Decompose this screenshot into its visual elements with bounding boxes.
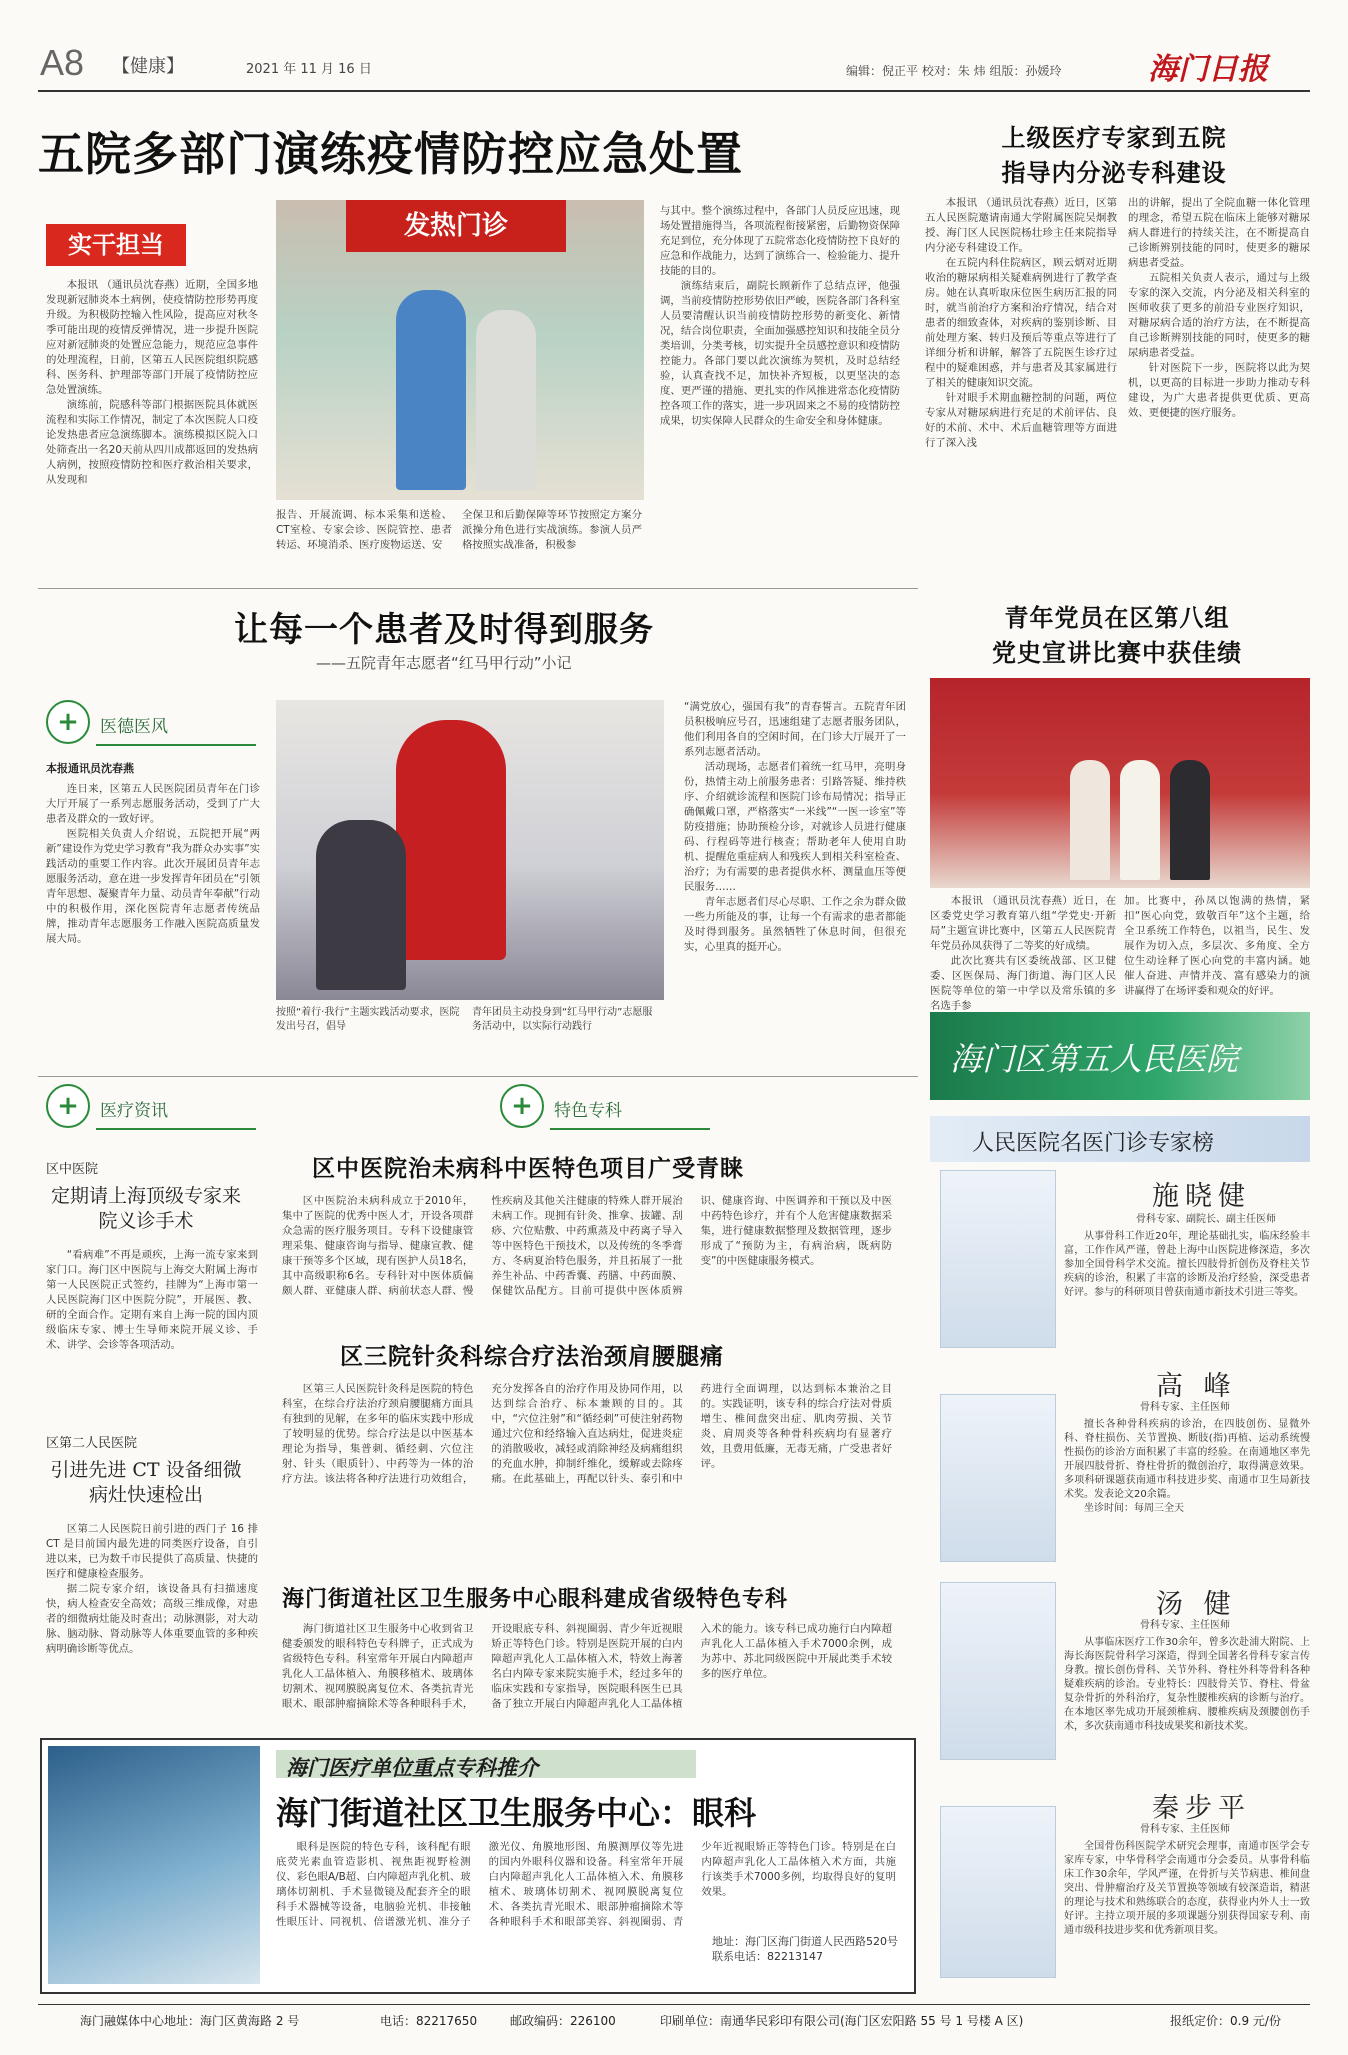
headline-volunteer: 让每一个患者及时得到服务: [234, 610, 654, 650]
masthead-logo: 海门日报: [1148, 52, 1268, 87]
news2-hospital: 区第二人民医院: [46, 1436, 138, 1451]
art1-col2a: 报告、开展流调、标本采集和送检、CT室检、专家会诊、医院管控、患者转运、环境消杀、医疗废物运送、安: [276, 509, 452, 551]
footer-address: 海门融媒体中心地址：海门区黄海路 2 号: [80, 2014, 300, 2028]
doctor-bio: 从事骨科工作近20年，理论基础扎实，临床经验丰富，工作作风严谨，曾赴上海中山医院进修深造，多次参加全国骨科学术交流。擅长四肢骨折创伤及脊柱关节疾病的诊治，积累了丰富的诊断及治疗经验，深受患者好评。参与的科研项目曾获南通市新技术引进三等奖。: [1064, 1231, 1310, 1298]
photo-volunteer: [276, 700, 664, 1000]
news1-body: “看病难”不再是顽疾，上海一流专家来到家门口。海门区中医院与上海交大附属上海市第一人民医院正式签约，挂牌为“上海市第一人民医院海门区中医院分院”，开展医、教、研的全面合作。定期有来自上海一院的国内顶级临床专家、博士生导师来院开展义诊、手术、讲学、会诊等各项活动。: [46, 1249, 258, 1351]
caption-volunteer-2: 青年团员主动投身到“红马甲行动”志愿服务活动中，以实际行动践行: [472, 1007, 653, 1032]
tag-featured: [500, 1084, 710, 1132]
feat2-title: 区三院针灸科综合疗法治颈肩腰腿痛: [340, 1343, 724, 1370]
caption-volunteer-1: 按照“着行·我行”主题实践活动要求，医院发出号召，倡导: [276, 1007, 460, 1032]
news2-title: 引进先进 CT 设备细微病灶快速检出: [50, 1459, 242, 1506]
doctor-photo: [940, 1170, 1056, 1348]
art1-col1: 本报讯 （通讯员沈春燕）近期，全国多地发现新冠肺炎本土病例，使疫情防控形势再度升级。为积极防控输入性风险，提高应对秋冬季可能出现的疫情反弹情况，进一步提升医院应对新冠肺炎的处置应急能力，规范应急事件的处理流程，日前，区第五人民医院组织院感科、医务科、护理部等部门开展了疫情防控应急处置演练。 演练前，院感科等部门根据医院具体就医流程和实际工作情况，制定了本次医院人口疫论发热患者应急演练脚本。演练模拟区院入口处筛查出一名20天前从四川成都返回的发热病人病例，按照疫情防控和医疗救治相关要求，从发现和: [46, 279, 258, 486]
footer-price: 报纸定价：0.9 元/份: [1170, 2014, 1281, 2028]
promo-box: [40, 1738, 916, 1994]
doctor-name: 施晓健: [1152, 1181, 1251, 1212]
art4-col2: 加。比赛中，孙凤以饱满的热情，紧扣“医心向党，致敬百年”这个主题，给全卫系统工作特色，以祖当，民生、发展作为切入点，多层次、多角度、全方位生动诠释了医心向党的丰富内涵。她催人奋进、声情并茂、富有感染力的演讲赢得了在场评委和观众的好评。: [1124, 895, 1310, 997]
headline-party-contest: 青年党员在区第八组 党史宣讲比赛中获佳绩: [992, 603, 1242, 667]
ad-banner-hospital: [930, 1012, 1310, 1100]
doctor-photo: [940, 1582, 1056, 1760]
tag-label: 特色专科: [554, 1101, 622, 1121]
doctor-photo: [940, 1806, 1056, 1978]
tag-medical-ethics: [46, 700, 256, 748]
footer-printer: 印刷单位：南通华民彩印有限公司(海门区宏阳路 55 号 1 号楼 A 区): [660, 2014, 1024, 2028]
doctor-bio: 擅长各种骨科疾病的诊治，在四肢创伤、显微外科、脊柱损伤、关节置换、断肢(指)再植、运动系统慢性损伤的诊治方面积累了丰富的经验。在南通地区率先开展四肢骨折、脊柱骨折的微创治疗，取得满意效果。多项科研课题获南通市科技进步奖、南通市卫生局新技术奖。发表论文20余篇。: [1064, 1419, 1310, 1500]
expert-card-1: [930, 1170, 1310, 1360]
promo-body: 眼科是医院的特色专科，该科配有眼底荧光素血管造影机、视焦距视野检测仪、彩色眼A/B超、白内障超声乳化机、玻璃体切割机、手术显微镜及配套齐全的眼科手术器械等设备，电脑验光机、非接触性眼压计、同视机、倍谱激光机、准分子激光仪、角膜地形图、角膜测厚仪等先进的国内外眼科仪器和设备。科室常年开展白内障超声乳化人工晶体植入术、角膜移植术、玻璃体切割术、视网膜脱离复位术、各类抗青光眼术、眼部肿瘤摘除术等各种眼科手术和眼部美容、斜视圈弱、青少年近视眼矫正等特色门诊。特别是在白内障超声乳化人工晶体植入术方面，共施行该类手术7000多例，均取得良好的复明效果。: [276, 1841, 896, 1928]
art1-col2b: 全保卫和后勤保障等环节按照定方案分派操分角色进行实战演练。参演人员严格按照实战准备，积极参: [462, 509, 642, 551]
photo-fever-clinic: [276, 200, 644, 500]
issue-date: 2021 年 11 月 16 日: [246, 62, 372, 77]
figure-red-vest: [396, 720, 506, 960]
tag-medical-news: [46, 1084, 256, 1132]
experts-header-bar: [930, 1116, 1310, 1162]
doctor-title: 骨科专家、主任医师: [1140, 1824, 1230, 1835]
cross-icon: +: [46, 700, 90, 744]
doctor-schedule: 坐诊时间：每周三全天: [1084, 1503, 1184, 1514]
art3-col3: “满党放心，强国有我”的青春誓言。五院青年团员积极响应号召，迅速组建了志愿者服务团队，他们利用各自的空闲时间，在门诊大厅展开了一系列志愿者活动。 活动现场，志愿者们着统一红马甲，亮明身份，热情主动上前服务患者：引路答疑、维持秩序、介绍就诊流程和医院门诊布局情况；指导正确佩戴口罩，严格落实“一米线”“一医一诊室”等防疫措施；协助预检分诊，对就诊人员进行健康码、行程码等进行核查；帮助老年人使用自助机、提醒危重症病人和残疾人到相关科室检查、治疗；为有需要的患者提供水杯、测量血压等便民服务…… 青年志愿者们尽心尽职、工作之余为群众做一些力所能及的事，让每一个有需求的患者都能及时得到服务。虽然牺牲了休息时间，但很充实，心里真的挺开心。: [684, 701, 906, 953]
art1-col3: 与其中。整个演练过程中，各部门人员反应迅速，现场处置措施得当，各项流程衔接紧密，后勤物资保障充足到位，充分体现了五院常态化疫情防控下良好的应急和作战能力，达到了演练合一、检验能力、提升技能的目的。 演练结束后，副院长顾新作了总结点评，他强调，当前疫情防控形势依旧严峻，医院各部门各科室人员要清醒认识当前疫情防控形势的新变化、新情况，结合岗位职责，全面加强感控知识和技能全员分类培训，分类考核，切实提升全员感控意识和疫情防控能力。各部门要以此次演练为契机，及时总结经验，认真查找不足，加快补齐短板，以更坚决的态度、更严谨的措施、更扎实的作风推进常态化疫情防控各项工作的落实，进一步巩固来之不易的疫情防控成果，切实保障人民群众的生命安全和身体健康。: [660, 205, 900, 427]
subhead-volunteer: ——五院青年志愿者“红马甲行动”小记: [316, 654, 572, 672]
feat1-title: 区中医院治未病科中医特色项目广受青睐: [312, 1155, 744, 1182]
feat3-body: 海门街道社区卫生服务中心收到省卫健委颁发的眼科特色专科牌子，正式成为省级特色专科。科室常年开展白内障超声乳化人工晶体植入、角膜移植术、玻璃体切割术、视网膜脱离复位术、各类抗青光眼术、眼部肿瘤摘除术等各种眼科手术，开设眼底专科、斜视圈弱、青少年近视眼矫正等特色门诊。特别是医院开展的白内障超声乳化人工晶体植入术，特效上海著名白内障专家来院实施手术，经过多年的临床实践和专家指导，医院眼科医生已具备了独立开展白内障超声乳化人工晶体植入术的能力。该专科已成功施行白内障超声乳化人工晶体植入手术7000余例，成为苏中、苏北同级医院中开展此类手术较多的医疗单位。: [282, 1623, 892, 1710]
promo-phone: 联系电话：82213147: [712, 1950, 823, 1963]
art2-col1: 本报讯 （通讯员沈春燕）近日，区第五人民医院邀请南通大学附属医院吴炯教授、海门区人民医院杨壮珍主任来院指导内分泌专科建设工作。 在五院内科住院病区，顾云炳对近期收治的糖尿病相关疑难病例进行了教学查房。她在认真听取床位医生病历汇报的同时，就当前治疗方案和治疗情况，结合对患者的细致查体，对疾病的鉴别诊断、目前处理方案、转归及预后等重点等进行了详细分析和讲解，解答了五院医生诊疗过程中的疑难困惑，并与患者及其家属进行了相关的健康知识交流。 针对眼手术期血糖控制的问题，两位专家从对糖尿病进行充足的术前评估、良好的术前、术中、术后血糖管理等方面进行了深入浅: [925, 197, 1117, 449]
expert-card-2: [930, 1364, 1310, 1584]
doctor-bio: 从事临床医疗工作30余年，曾多次赴浦大附院、上海长海医院骨科学习深造，得到全国著名骨科专家言传身教。擅长创伤骨科、关节外科、脊柱外科等骨科各种疑难疾病的诊治。专业特长：四肢骨关节、脊柱、骨盆复杂骨折的外科治疗，复杂性腰椎疾病的诊断与治疗。在本地区率先成功开展颈椎病、腰椎疾病及颈腰创伤手术，多次获南通市科技成果奖和新技术奖。: [1064, 1637, 1310, 1732]
sign-fever-clinic: 发热门诊: [346, 200, 566, 252]
doctor-name: 秦步平: [1152, 1793, 1251, 1824]
doctor-name: 高 峰: [1156, 1371, 1237, 1402]
divider-top: [38, 588, 918, 589]
badge-shigan: 实干担当: [46, 224, 186, 266]
feat1-body: 区中医院治未病科成立于2010年，集中了医院的优秀中医人才，开设各项群众急需的医疗服务项目。专科下设健康管理采集、健康咨询与指导、健康宣教、健康干预等多个区域，现有医护人员18名，其中高级职称6名。专科针对中医体质偏颇人群、亚健康人群、病前状态人群、慢性疾病及其他关注健康的特殊人群开展治未病工作。现拥有针灸、推拿、拔罐、刮痧、穴位贴敷、中药熏蒸及中药离子导入等中医特色干预技术，以及传统的冬季膏方、冬病夏治特色服务，并且拓展了一批养生补品、中药香囊、药膳、中药面膜、保健饮品配方。目前可提供中医体质辨识、健康咨询、中医调养和干预以及中医中药特色诊疗，并有个人危害健康数据采集，进行健康数据整理及数据管理，逐步形成了“预防为主，有病治病，既病防变”的中医健康服务模式。: [282, 1195, 892, 1297]
header-rule: [38, 90, 1310, 92]
figure-staff: [476, 310, 536, 490]
photo-award: [930, 678, 1310, 888]
divider-mid: [38, 1076, 918, 1077]
doctor-name: 汤 健: [1156, 1589, 1237, 1620]
editor-credits: 编辑：倪正平 校对：朱 炜 组版：孙媛玲: [846, 64, 1062, 78]
art2-col2: 出的讲解，提出了全院血糖一体化管理的理念，希望五院在临床上能够对糖尿病人群进行的持续关注，在不断提高自己诊断辨别技能的同时，使更多的糖尿病患者受益。 五院相关负责人表示，通过与上级专家的深入交流，内分泌及相关科室的医师收获了更多的前沿专业医疗知识，对糖尿病合适的治疗方法，在不断提高自己诊断辨别技能的同时，使更多的糖尿病患者受益。 针对医院下一步，医院将以此为契机，以更高的目标进一步助力推动专科建设，为广大患者提供更优质、更高效、更便捷的医疗服务。: [1128, 197, 1310, 419]
art4-col1: 本报讯 （通讯员沈春燕）近日，在区委党史学习教育第八组“学党史·开新局”主题宣讲比赛中，区第五人民医院青年党员孙凤获得了二等奖的好成绩。 此次比赛共有区委统战部、区卫健委、区医保局、海门街道、海门区人民医院等单位的第一中学以及常乐镇的多名选手参: [930, 895, 1116, 1012]
section-label: 【健康】: [112, 56, 184, 77]
expert-card-4: [930, 1786, 1310, 1982]
headline-expert-visit: 上级医疗专家到五院 指导内分泌专科建设: [1001, 123, 1227, 187]
tag-label: 医德医风: [100, 717, 168, 737]
byline-volunteer: 本报通讯员沈春燕: [46, 762, 134, 775]
news2-body: 区第二人民医院日前引进的西门子 16 排CT 是目前国内最先进的同类医疗设备，自引进以来，已为数千市民提供了高质量、快捷的医疗和健康检查服务。 据二院专家介绍，该设备具有扫描速度快，病人检查安全高效；高级三维成像，对患者的细微病灶能及时查出；动脉测影，对大动脉、脑动脉、肾动脉等人体重要血管的多种疾病明确诊断等优点。: [46, 1523, 258, 1655]
footer-rule: [38, 2004, 1310, 2005]
ad-banner-text: 海门区第五人民医院: [950, 1040, 1239, 1078]
tag-label: 医疗资讯: [100, 1101, 168, 1121]
doctor-title: 骨科专家、主任医师: [1140, 1402, 1230, 1413]
footer-post: 邮政编码：226100: [510, 2014, 616, 2028]
promo-address: 地址：海门区海门街道人民西路520号: [712, 1935, 898, 1948]
figure-patient: [316, 820, 406, 990]
art3-col1: 连日来，区第五人民医院团员青年在门诊大厅开展了一系列志愿服务活动，受到了广大患者及群众的一致好评。 医院相关负责人介绍说，五院把开展“两新”建设作为党史学习教育“我为群众办实事”实践活动的重要工作内容。此次开展团员青年志愿服务活动，意在进一步发挥青年团员在“引领青年思想、凝聚青年力量、动员青年奉献”行动中的积极作用，深化医院青年志愿者传统品牌，推动青年志愿服务工作融入医院高质量发展大局。: [46, 783, 260, 945]
doctor-title: 骨科专家、主任医师: [1140, 1620, 1230, 1631]
photo-eye-surgery: [48, 1746, 260, 1984]
footer-phone: 电话：82217650: [380, 2014, 478, 2028]
page-number: A8: [40, 42, 85, 83]
cross-icon: +: [46, 1084, 90, 1128]
figure-protective-suit: [396, 290, 466, 490]
doctor-photo: [940, 1394, 1056, 1562]
news1-title: 定期请上海顶级专家来院义诊手术: [50, 1185, 241, 1232]
headline-drill: 五院多部门演练疫情防控应急处置: [38, 127, 743, 181]
experts-header: 人民医院名医门诊专家榜: [972, 1131, 1215, 1156]
news1-hospital: 区中医院: [46, 1162, 99, 1177]
feat3-title: 海门街道社区卫生服务中心眼科建成省级特色专科: [282, 1586, 789, 1612]
promo-title: 海门街道社区卫生服务中心：眼科: [276, 1794, 757, 1832]
doctor-title: 骨科专家、副院长、副主任医师: [1136, 1214, 1276, 1225]
promo-header: 海门医疗单位重点专科推介: [286, 1755, 538, 1780]
expert-card-3: [930, 1582, 1310, 1782]
feat2-body: 区第三人民医院针灸科是医院的特色科室，在综合疗法治疗颈肩腰腿痛方面具有独到的见解，在多年的临床实践中形成了较明显的优势。综合疗法是以中医基本理论为指导，集普刺、循经刺、穴位注射、针头（眼质针）、中药等为一体的治疗方法。该法将各种疗法进行功效组合，充分发挥各自的治疗作用及协同作用，以达到综合治疗、标本兼顾的目的。其中，“穴位注射”和“循经刺”可使注射药物通过穴位和经络输入直达病灶，促进炎症的消散吸收，减轻或消除神经及病痛组织的充血水肿，抑制纤维化，缓解或去除疼痛。在此基础上，再配以针头、泰引和中药进行全面调理，以达到标本兼治之目的。实践证明，该专科的综合疗法对骨质增生、椎间盘突出症、肌肉劳损、关节炎、肩周炎等各种骨科疾病均有显著疗效，且费用低廉，无毒无痛，广受患者好评。: [282, 1383, 892, 1485]
doctor-bio: 全国骨伤科医院学术研究会理事，南通市医学会专家库专家，中华骨科学会南通市分会委员。从事骨科临床工作30余年，学风严谨，在骨折与关节病患、椎间盘突出、骨肿瘤治疗及关节置换等领域有较深造诣，精湛的理论与技术和熟练联合的态度，获得业内外人士一致好评。主持立项开展的多项课题分别获得国家专利、南通市级科技进步奖和优秀新项目奖。: [1064, 1841, 1310, 1936]
cross-icon: +: [500, 1084, 544, 1128]
